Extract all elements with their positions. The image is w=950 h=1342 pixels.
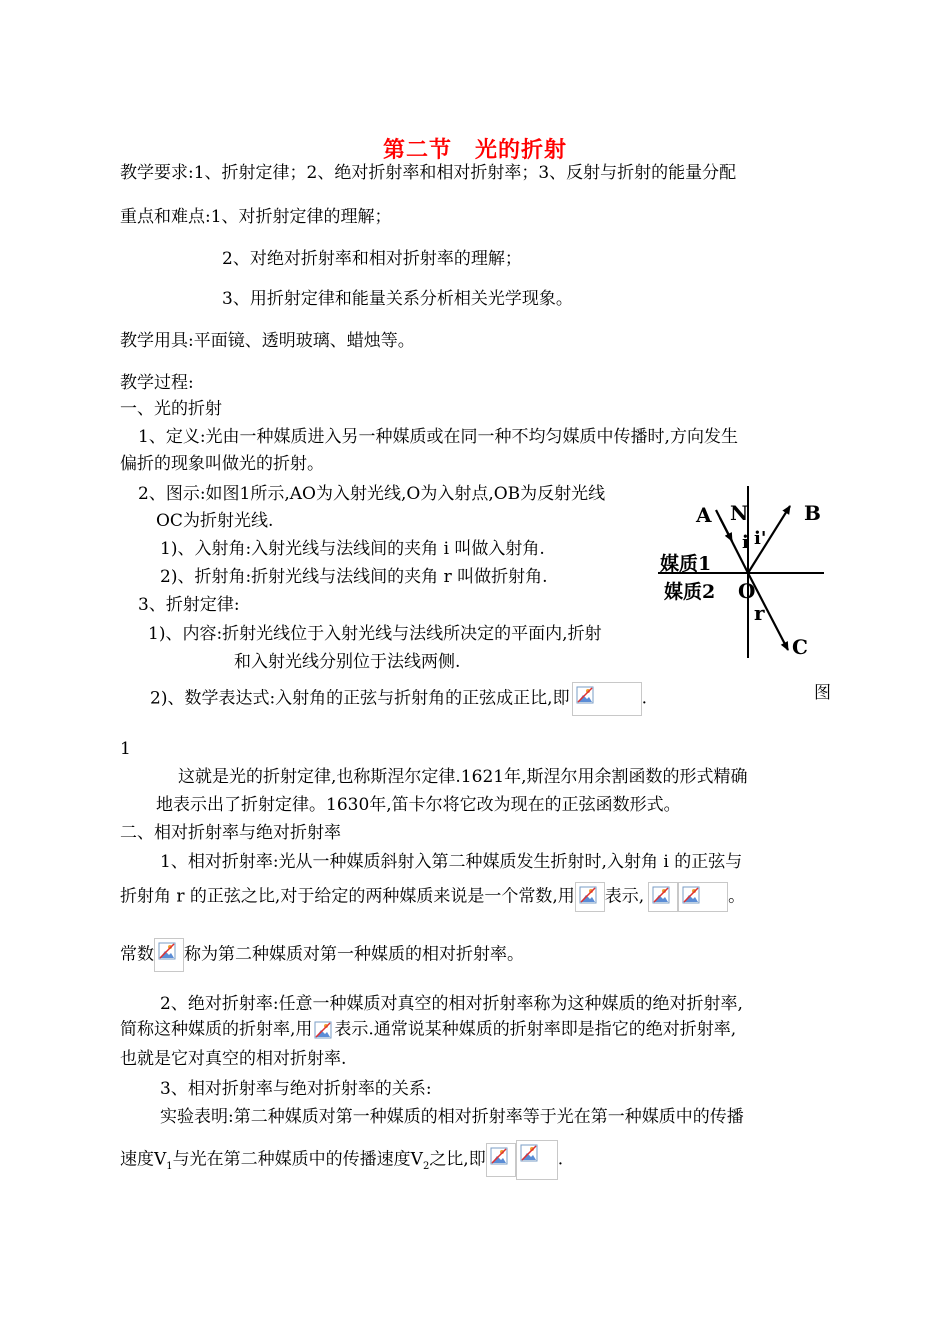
broken-image-icon: [520, 1144, 538, 1162]
broken-image-icon: [576, 686, 594, 704]
snell-law-line-2: 地表示出了折射定律。1630年,笛卡尔将它改为现在的正弦函数形式。: [156, 795, 681, 815]
relation-line-1: 实验表明:第二种媒质对第一种媒质的相对折射率等于光在第一种媒质中的传播: [160, 1107, 744, 1127]
absolute-index-line-1: 2、绝对折射率:任意一种媒质对真空的相对折射率称为这种媒质的绝对折射率,: [160, 994, 743, 1014]
refraction-law-heading: 3、折射定律:: [138, 595, 240, 615]
broken-image-icon: [579, 886, 597, 904]
diagram-desc-2: OC为折射光线.: [156, 511, 274, 531]
symbol-image: [154, 938, 184, 972]
relative-index-line-2: 折射角 r 的正弦之比,对于给定的两种媒质来说是一个常数,用 表示, 。: [120, 882, 745, 912]
broken-image-icon: [158, 942, 176, 960]
label-o: O: [738, 579, 756, 603]
key-points: 重点和难点:1、对折射定律的理解；: [120, 207, 392, 227]
page-title: 第二节 光的折射: [382, 138, 567, 163]
relation-heading: 3、相对折射率与绝对折射率的关系:: [160, 1079, 432, 1099]
label-medium-2: 媒质2: [664, 581, 716, 603]
label-i-prime: i': [754, 528, 767, 549]
math-expression-line: 2)、数学表达式:入射角的正弦与折射角的正弦成正比,即 .: [150, 682, 647, 716]
absolute-index-line-2: 简称这种媒质的折射率,用 表示.通常说某种媒质的折射率即是指它的绝对折射率,: [120, 1018, 736, 1042]
formula-image: [678, 882, 728, 912]
relative-index-line-3: 常数 称为第二种媒质对第一种媒质的相对折射率。: [120, 938, 524, 972]
teaching-requirements: 教学要求:1、折射定律；2、绝对折射率和相对折射率；3、反射与折射的能量分配: [120, 163, 737, 183]
broken-image-icon: [314, 1021, 332, 1039]
diagram-desc-1: 2、图示:如图1所示,AO为入射光线,O为入射点,OB为反射光线: [138, 484, 606, 504]
relation-line-2: 速度$V_1$与光在第二种媒质中的传播速度$V_2$之比,即 .: [120, 1140, 563, 1180]
absolute-index-line-3: 也就是它对真空的相对折射率.: [120, 1049, 347, 1069]
math-expression-text: 2)、数学表达式:入射角的正弦与折射角的正弦成正比,即: [150, 688, 570, 709]
section-heading-1: 一、光的折射: [120, 399, 222, 419]
snell-law-line-1: 这就是光的折射定律,也称斯涅尔定律.1621年,斯涅尔用余割函数的形式精确: [178, 767, 748, 787]
section-heading-2: 二、相对折射率与绝对折射率: [120, 823, 341, 843]
refraction-angle-def: 2)、折射角:折射光线与法线间的夹角 r 叫做折射角.: [160, 567, 548, 587]
teaching-tools: 教学用具:平面镜、透明玻璃、蜡烛等。: [120, 331, 415, 351]
symbol-image: [312, 1018, 334, 1042]
formula-image: [516, 1140, 558, 1180]
label-n: N: [730, 501, 749, 525]
broken-image-icon: [490, 1147, 508, 1165]
label-c: C: [792, 635, 808, 659]
incidence-angle-def: 1)、入射角:入射光线与法线间的夹角 i 叫做入射角.: [160, 539, 545, 559]
figure-caption-part2: 1: [120, 739, 131, 759]
symbol-image: [575, 882, 605, 912]
relative-index-line-1: 1、相对折射率:光从一种媒质斜射入第二种媒质发生折射时,入射角 i 的正弦与: [160, 852, 743, 872]
formula-image: [648, 882, 678, 912]
definition-line-1: 1、定义:光由一种媒质进入另一种媒质或在同一种不均匀媒质中传播时,方向发生: [138, 427, 738, 447]
definition-line-2: 偏折的现象叫做光的折射。: [120, 454, 324, 474]
label-a: A: [696, 503, 712, 527]
key-point-2: 2、对绝对折射率和相对折射率的理解；: [222, 249, 522, 269]
label-r: r: [754, 601, 765, 625]
figure-caption-part1: 图: [814, 683, 831, 703]
label-b: B: [804, 501, 821, 525]
label-medium-1: 媒质1: [660, 553, 712, 575]
broken-image-icon: [652, 886, 670, 904]
law-content-1: 1)、内容:折射光线位于入射光线与法线所决定的平面内,折射: [148, 624, 602, 644]
refraction-diagram: [658, 486, 830, 666]
law-content-2: 和入射光线分别位于法线两侧.: [234, 652, 461, 672]
teaching-process: 教学过程:: [120, 373, 194, 393]
formula-image: [486, 1143, 516, 1177]
broken-image-icon: [682, 886, 700, 904]
formula-image: [572, 682, 642, 716]
label-i: i: [742, 532, 749, 553]
key-point-3: 3、用折射定律和能量关系分析相关光学现象。: [222, 289, 573, 309]
